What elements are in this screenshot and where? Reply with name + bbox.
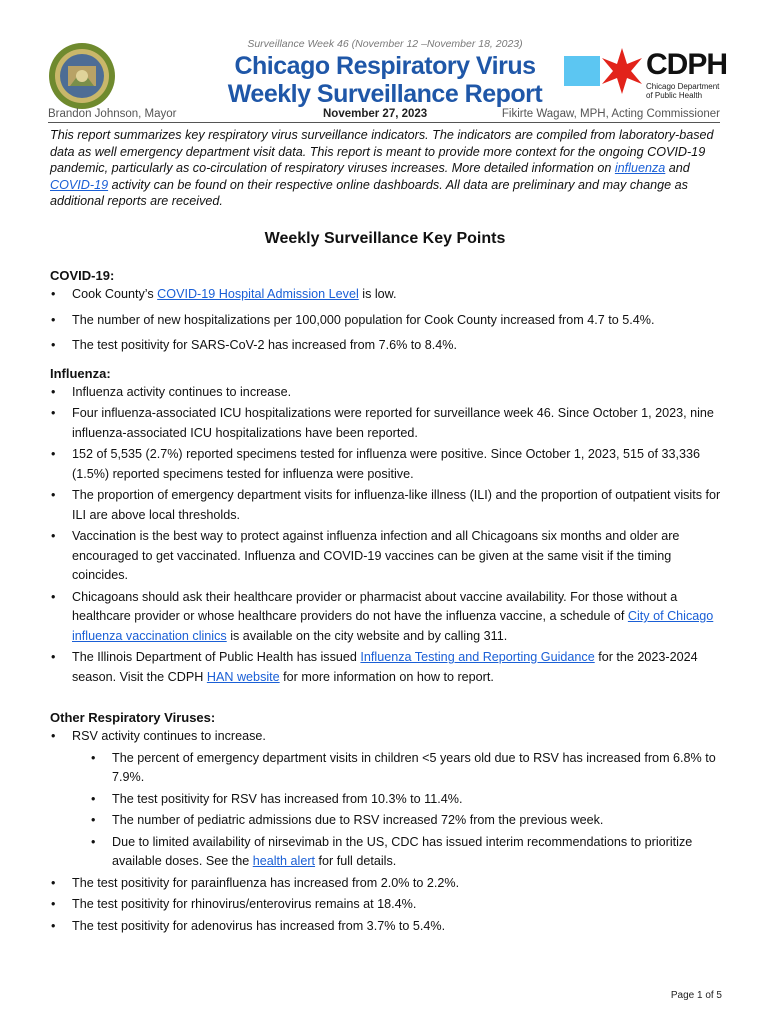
influenza-dashboard-link[interactable]: influenza — [614, 161, 666, 176]
list-item: • 152 of 5,535 (2.7%) reported specimens tested for influenza were positive. Since October 1, 2023, 515 of 33,336 (1.5%) reported specimens tested for influenza were positive. — [50, 445, 730, 484]
covid-dashboard-link[interactable]: COVID-19 — [50, 177, 109, 192]
list-item: • The number of new hospitalizations per 100,000 population for Cook County increased from 4.7 to 5.4%. — [50, 311, 730, 331]
list-item: • The test positivity for adenovirus has increased from 3.7% to 5.4%. — [50, 917, 730, 937]
cdph-blue-bar — [564, 56, 600, 86]
commissioner-name: Fikirte Wagaw, MPH, Acting Commissioner — [501, 108, 720, 120]
list-item: • Cook County’s COVID-19 Hospital Admission Level is low. — [50, 285, 730, 305]
list-item: • The proportion of emergency department visits for influenza-like illness (ILI) and the proportion of outpatient visits for ILI are above local thresholds. — [50, 486, 730, 525]
report-title-line2: Weekly Surveillance Report — [227, 80, 543, 108]
week-line: Surveillance Week 46 (November 12 –November 18, 2023) — [247, 38, 523, 50]
covid-list — [50, 285, 730, 356]
list-item: • Chicagoans should ask their healthcare provider or pharmacist about vaccine availability. For those without a healthcare provider or whose healthcare providers do not have the influenza vaccine, a schedule of City of Chicago influenza vaccination clinics is available on the city website and by calling 311. — [50, 588, 730, 647]
list-item: • RSV activity continues to increase. — [50, 727, 730, 747]
list-item: • Due to limited availability of nirsevimab in the US, CDC has issued interim recommendations to prioritize available doses. See the health alert for full details. — [90, 833, 730, 872]
testing-guidance-link[interactable]: Influenza Testing and Reporting Guidance — [360, 650, 595, 664]
other-viruses-list — [50, 727, 730, 747]
other-viruses-list-cont — [50, 874, 730, 937]
han-website-link[interactable]: HAN website — [206, 669, 280, 684]
key-points-title: Weekly Surveillance Key Points — [264, 230, 506, 247]
cdph-wordmark: CDPH — [646, 48, 728, 81]
list-item: • Vaccination is the best way to protect against influenza infection and all Chicagoans six months and older are encouraged to get vaccinated. Influenza and COVID-19 vaccines can be given at the same visit if the timing coincides. — [50, 527, 730, 586]
report-title-line1: Chicago Respiratory Virus — [234, 52, 536, 80]
list-item: • The test positivity for SARS-CoV-2 has increased from 7.6% to 8.4%. — [50, 336, 730, 356]
list-item: • The number of pediatric admissions due to RSV increased 72% from the previous week. — [90, 811, 730, 831]
list-item: • Influenza activity continues to increase. — [50, 383, 730, 403]
influenza-heading: Influenza: — [50, 365, 111, 381]
rsv-sublist — [90, 749, 730, 872]
cdph-logo — [564, 46, 728, 108]
list-item: • The Illinois Department of Public Health has issued Influenza Testing and Reporting Guidance for the 2023-2024 season. Visit the CDPH HAN website for more information on how to report. — [50, 648, 730, 687]
vaccination-clinics-link[interactable]: City of Chicago influenza vaccination clinics — [72, 609, 714, 643]
hospital-admission-level-link[interactable]: COVID-19 Hospital Admission Level — [157, 287, 359, 301]
list-item: • The percent of emergency department visits in children <5 years old due to RSV has increased from 6.8% to 7.9%. — [90, 749, 730, 788]
influenza-list — [50, 383, 730, 688]
other-viruses-heading: Other Respiratory Viruses: — [50, 710, 216, 725]
list-item: • Four influenza-associated ICU hospitalizations were reported for surveillance week 46. Since October 1, 2023, nine influenza-associated ICU hospitalizations have been reported. — [50, 404, 730, 443]
covid-heading: COVID-19: — [50, 268, 115, 283]
health-alert-link[interactable]: health alert — [252, 854, 316, 868]
intro-text: This report summarizes key respiratory virus surveillance indicators. The indicators are compiled from laboratory-based data as well emergency department visit data. This report is meant to provide more context for the ongoing COVID-19 pandemic, particularly as co-circulation of respiratory viruses increases. More detailed information on — [50, 128, 714, 176]
intro-paragraph — [50, 127, 730, 210]
list-item: • The test positivity for rhinovirus/enterovirus remains at 18.4%. — [50, 895, 730, 915]
key-points-content — [50, 267, 730, 938]
page-number: Page 1 of 5 — [670, 990, 722, 1001]
red-star-icon — [600, 46, 644, 96]
intro-text: activity can be found on their respective online dashboards. All data are preliminary and may change as additional reports are received. — [50, 177, 688, 209]
city-seal-icon — [48, 42, 116, 110]
byline — [48, 108, 720, 123]
mayor-name: Brandon Johnson, Mayor — [48, 108, 177, 120]
report-date: November 27, 2023 — [323, 108, 428, 120]
list-item: • The test positivity for RSV has increased from 10.3% to 11.4%. — [90, 790, 730, 810]
cdph-subtitle: Chicago Department of Public Health — [646, 82, 720, 100]
intro-text: and — [665, 161, 690, 176]
list-item: • The test positivity for parainfluenza has increased from 2.0% to 2.2%. — [50, 874, 730, 894]
